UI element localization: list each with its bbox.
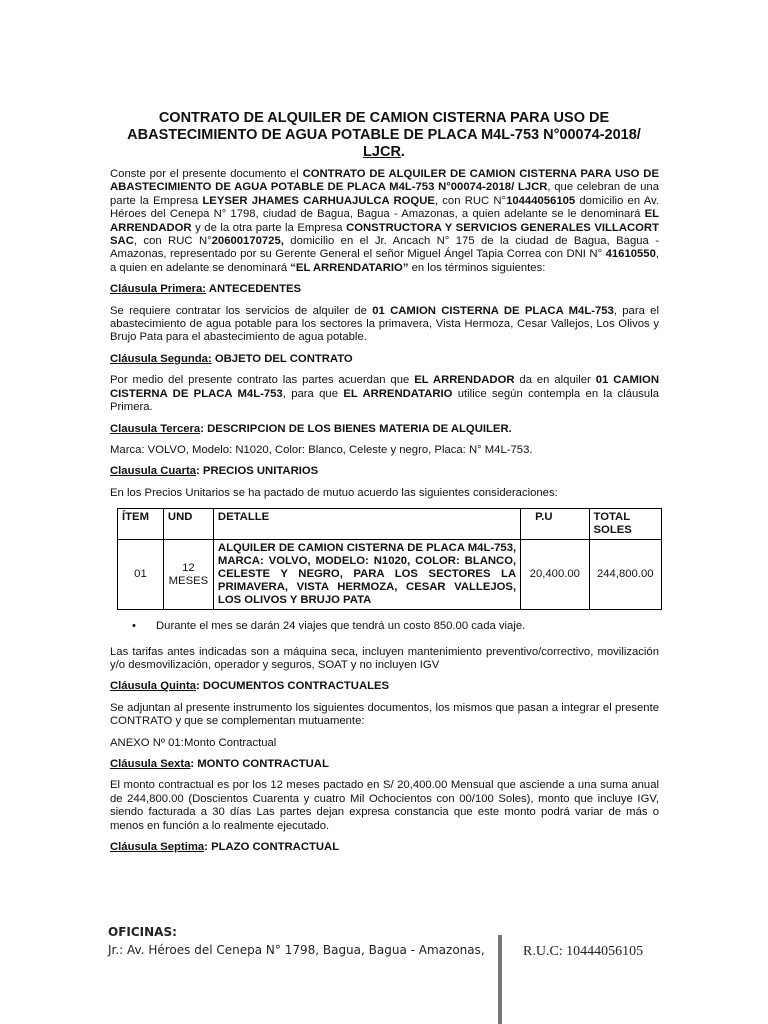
annex-label: ANEXO Nº 01:	[110, 736, 184, 749]
clause-6-heading: Cláusula Sexta: MONTO CONTRACTUAL	[110, 757, 329, 770]
header-pu: P.U	[521, 509, 589, 540]
cell-pu: 20,400.00	[521, 540, 589, 610]
table-row	[118, 540, 662, 610]
clause-7-heading: Cláusula Septima: PLAZO CONTRACTUAL	[110, 841, 340, 853]
tarifas-text: Las tarifas antes indicadas son a máquina seca, incluyen mantenimiento preventivo/correctivo, movilización y/o desmovilización, operador y seguros, SOAT y no incluyen IGV	[110, 645, 659, 671]
bullet-icon: •	[132, 620, 136, 633]
annex-line	[110, 737, 659, 750]
clause-5-text: Se adjuntan al presente instrumento los siguientes documentos, los mismos que pasan a integrar el presente CONTRATO y que se complementan mutuamente:	[110, 701, 659, 728]
cell-item: 01	[118, 540, 164, 610]
clause-5-heading: Cláusula Quinta: DOCUMENTOS CONTRACTUALES	[110, 680, 390, 693]
footer-divider	[498, 935, 502, 1024]
contract-body	[110, 168, 659, 862]
table-header-row	[118, 509, 662, 540]
header-detalle: DETALLE	[213, 509, 520, 540]
list-item: • Durante el mes se darán 24 viajes que tendrá un costo 850.00 cada viaje.	[132, 620, 526, 633]
clause-4-heading: Clausula Cuarta: PRECIOS UNITARIOS	[110, 465, 319, 478]
clause-2-heading: Cláusula Segunda: OBJETO DEL CONTRATO	[110, 352, 353, 365]
cell-und: 12 MESES	[163, 540, 213, 610]
prices-table	[117, 508, 662, 610]
clause-1-heading: Cláusula Primera: ANTECEDENTES	[110, 283, 302, 296]
footer-ruc: R.U.C: 10444056105	[523, 944, 644, 959]
clause-3-heading: Clausula Tercera: DESCRIPCION DE LOS BIENES MATERIA DE ALQUILER.	[110, 422, 512, 435]
clause-4-text: En los Precios Unitarios se ha pactado de mutuo acuerdo las siguientes consideraciones:	[110, 486, 558, 499]
clause-6-text: El monto contractual es por los 12 meses pactado en S/ 20,400.00 Mensual que asciende a una suma anual de 244,800.00 (Doscientos Cuarenta y cuatro Mil Ochocientos con 00/100 Soles), monto que incluye IGV, siendo facturada a 30 días Las partes dejan expresa constancia que este monto podrá variar de más o menos en función a lo realmente ejecutado.	[110, 779, 659, 832]
header-und: UND	[163, 509, 213, 540]
clause-1-text: Se requiere contratar los servicios de alquiler de 01 CAMION CISTERNA DE PLACA M4L-753, para el abastecimiento de agua potable para los sectores la primavera, Vista Hermoza, Cesar Vallejos, Los Olivos y Brujo Pata para el abastecimiento de agua potable.	[110, 304, 659, 344]
title-line-1: CONTRATO DE ALQUILER DE CAMION CISTERNA PARA USO DE	[158, 110, 610, 126]
header-item: ÍTEM	[118, 509, 164, 540]
title-line-3: LJCR.	[363, 144, 405, 160]
header-total: TOTAL SOLES	[589, 509, 662, 540]
footer-address: Jr.: Av. Héroes del Cenepa N° 1798, Bagua, Bagua - Amazonas,	[108, 943, 485, 957]
title-line-2: ABASTECIMIENTO DE AGUA POTABLE DE PLACA M4L-753 N°00074-2018/	[127, 127, 641, 143]
clause-3-text: Marca: VOLVO, Modelo: N1020, Color: Blanco, Celeste y negro, Placa: N° M4L-753.	[110, 443, 533, 456]
cell-total: 244,800.00	[589, 540, 662, 610]
contract-title	[118, 110, 650, 161]
clause-2-text: Por medio del presente contrato las partes acuerdan que EL ARRENDADOR da en alquiler 01 CAMION CISTERNA DE PLACA M4L-753, para que EL ARRENDATARIO utilice según contempla en la cláusula Primera.	[110, 374, 660, 414]
cell-detalle: ALQUILER DE CAMION CISTERNA DE PLACA M4L-753, MARCA: VOLVO, MODELO: N1020, COLOR: BLANCO, CELESTE Y NEGRO, PARA LOS SECTORES LA PRIMAVERA, VISTA HERMOZA, CESAR VALLEJOS, LOS OLIVOS Y BRUJO PATA	[213, 540, 520, 610]
footer-oficinas: OFICINAS:	[108, 925, 177, 939]
intro-paragraph: Conste por el presente documento el CONTRATO DE ALQUILER DE CAMION CISTERNA PARA USO DE ABASTECIMIENTO DE AGUA POTABLE DE PLACA M4L-753 N°00074-2018/ LJCR, que celebran de una parte la Empresa LEYSER JHAMES CARHUAJULCA ROQUE, con RUC N°10444056105 domicilio en Av. Héroes del Cenepa N° 1798, ciudad de Bagua, Bagua - Amazonas, a quien adelante se le denominará EL ARRENDADOR y de la otra parte la Empresa CONSTRUCTORA Y SERVICIOS GENERALES VILLACORT SAC, con RUC N°20600170725, domicilio en el Jr. Ancach N° 175 de la ciudad de Bagua, Bagua - Amazonas, representado por su Gerente General el señor Miguel Ángel Tapia Correa con DNI N° 41610550, a quien en adelante se denominará “EL ARRENDATARIO” en los términos siguientes:	[110, 168, 659, 274]
annex-value: Monto Contractual	[184, 736, 277, 749]
